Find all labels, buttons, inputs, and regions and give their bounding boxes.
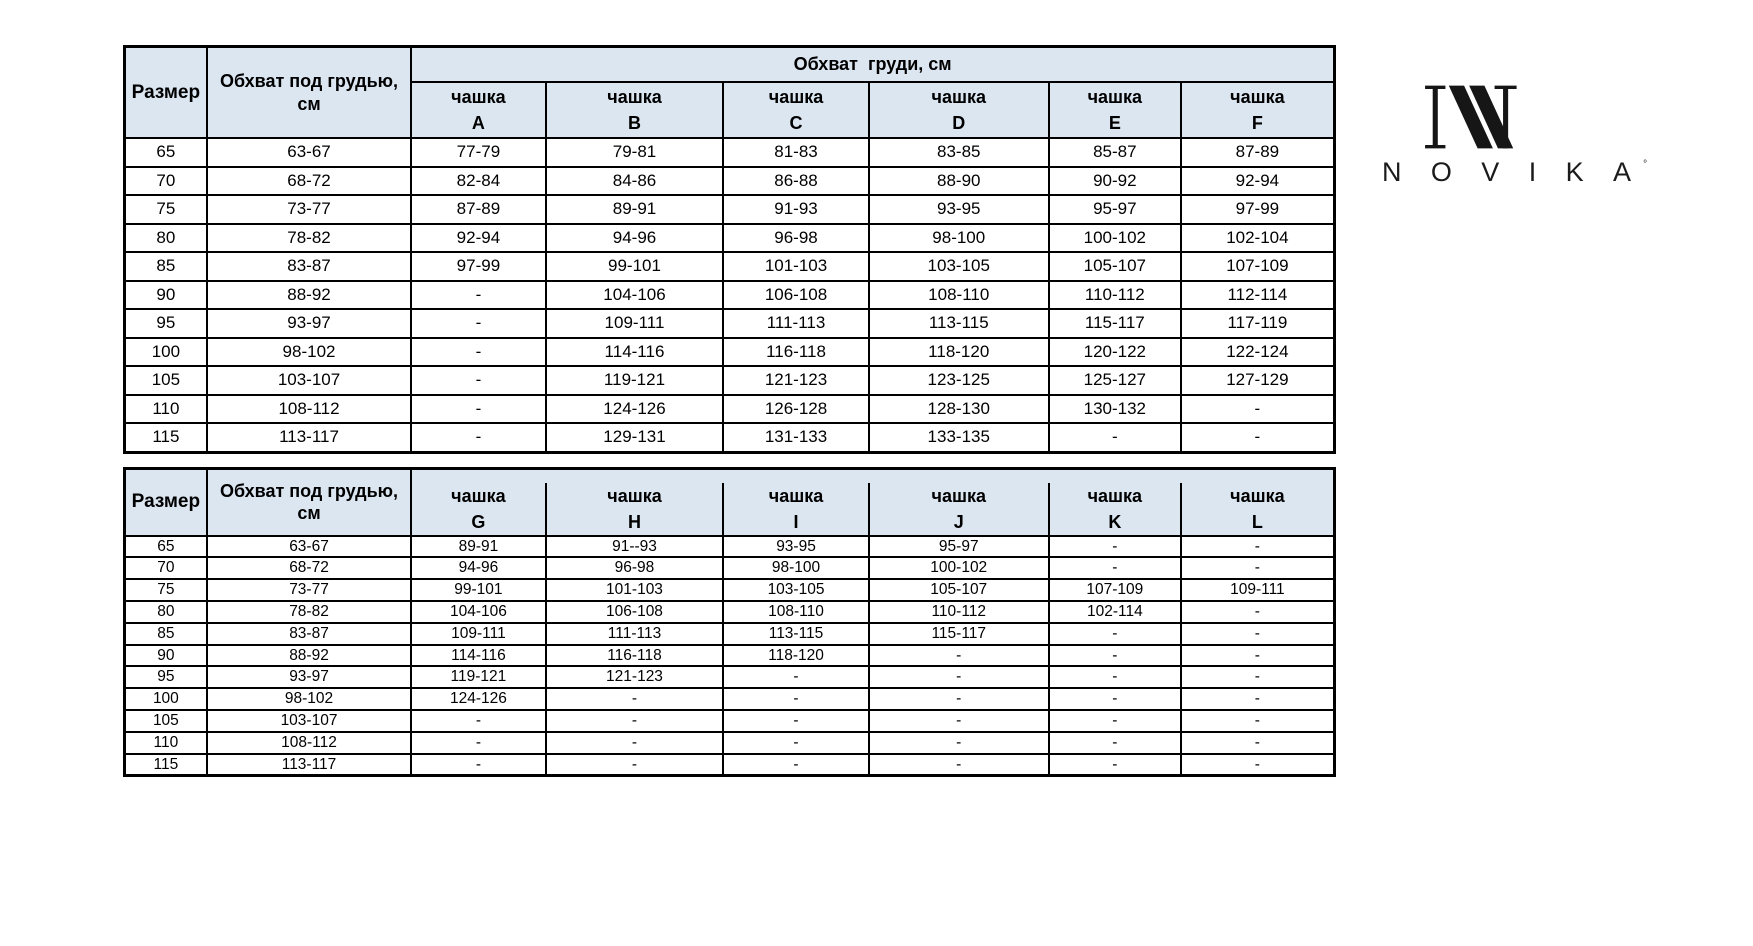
size-column-header: Размер xyxy=(125,47,207,139)
underbust-column-header: Обхват под грудью, см xyxy=(207,47,412,139)
cup-value-cell: 126-128 xyxy=(723,395,868,424)
cup-value-cell: - xyxy=(411,395,545,424)
cup-value-cell: 107-109 xyxy=(1181,252,1335,281)
size-chart-page xyxy=(0,45,1753,946)
table-row xyxy=(125,195,1335,224)
size-cell: 115 xyxy=(125,423,207,452)
cup-value-cell: - xyxy=(1181,395,1335,424)
cup-value-cell: 87-89 xyxy=(1181,138,1335,167)
size-cell: 80 xyxy=(125,224,207,253)
size-cell: 90 xyxy=(125,645,207,667)
cup-value-cell: 82-84 xyxy=(411,167,545,196)
table2-body xyxy=(125,536,1335,776)
cup-value-cell: 87-89 xyxy=(411,195,545,224)
underbust-cell: 93-97 xyxy=(207,309,412,338)
cup-value-cell: - xyxy=(546,754,724,776)
cup-value-cell: 128-130 xyxy=(869,395,1049,424)
cup-value-cell: - xyxy=(869,754,1049,776)
cup-value-cell: 96-98 xyxy=(723,224,868,253)
table1-body xyxy=(125,138,1335,452)
cup-value-cell: - xyxy=(1181,666,1335,688)
cup-value-cell: 116-118 xyxy=(546,645,724,667)
cup-value-cell: - xyxy=(1181,688,1335,710)
cup-value-cell: 98-100 xyxy=(869,224,1049,253)
cup-value-cell: 88-90 xyxy=(869,167,1049,196)
size-cell: 85 xyxy=(125,252,207,281)
cup-value-cell: 105-107 xyxy=(1049,252,1181,281)
size-table-cups-a-f xyxy=(123,45,1336,454)
cup-value-cell: - xyxy=(1181,710,1335,732)
size-cell: 115 xyxy=(125,754,207,776)
cup-value-cell: 97-99 xyxy=(411,252,545,281)
cup-header-j: чашка J xyxy=(869,483,1049,536)
table-row xyxy=(125,666,1335,688)
cup-value-cell: 133-135 xyxy=(869,423,1049,452)
cup-value-cell: 117-119 xyxy=(1181,309,1335,338)
cup-value-cell: - xyxy=(869,666,1049,688)
cup-value-cell: - xyxy=(546,688,724,710)
cup-value-cell: 83-85 xyxy=(869,138,1049,167)
underbust-cell: 93-97 xyxy=(207,666,412,688)
cup-value-cell: 113-115 xyxy=(723,623,868,645)
cup-header-i: чашка I xyxy=(723,483,868,536)
cup-value-cell: - xyxy=(1181,645,1335,667)
underbust-cell: 83-87 xyxy=(207,623,412,645)
cup-header-h: чашка H xyxy=(546,483,724,536)
cup-value-cell: 99-101 xyxy=(546,252,724,281)
cup-value-cell: - xyxy=(1049,623,1181,645)
table-row xyxy=(125,536,1335,558)
cup-header-c: чашка C xyxy=(723,82,868,138)
brand-letters: N O V I K A xyxy=(1382,157,1644,187)
cup-value-cell: 104-106 xyxy=(411,601,545,623)
cup-value-cell: - xyxy=(411,423,545,452)
cup-value-cell: 101-103 xyxy=(723,252,868,281)
table-row xyxy=(125,710,1335,732)
size-cell: 95 xyxy=(125,309,207,338)
cup-value-cell: 77-79 xyxy=(411,138,545,167)
table-row xyxy=(125,309,1335,338)
cup-value-cell: - xyxy=(1049,536,1181,558)
cup-value-cell: 124-126 xyxy=(411,688,545,710)
cup-value-cell: - xyxy=(723,732,868,754)
cup-value-cell: 109-111 xyxy=(1181,579,1335,601)
cup-value-cell: 90-92 xyxy=(1049,167,1181,196)
cup-value-cell: 106-108 xyxy=(723,281,868,310)
underbust-cell: 68-72 xyxy=(207,557,412,579)
cup-value-cell: - xyxy=(1049,423,1181,452)
size-cell: 105 xyxy=(125,366,207,395)
cup-value-cell: 101-103 xyxy=(546,579,724,601)
cup-value-cell: - xyxy=(1181,732,1335,754)
cup-value-cell: 109-111 xyxy=(411,623,545,645)
underbust-cell: 88-92 xyxy=(207,645,412,667)
cup-value-cell: - xyxy=(546,732,724,754)
size-cell: 85 xyxy=(125,623,207,645)
brand-wordmark xyxy=(1382,157,1648,188)
cup-value-cell: - xyxy=(411,309,545,338)
cup-value-cell: - xyxy=(1049,732,1181,754)
underbust-cell: 78-82 xyxy=(207,224,412,253)
cup-header-b: чашка B xyxy=(546,82,724,138)
cup-value-cell: - xyxy=(1049,557,1181,579)
cup-value-cell: 93-95 xyxy=(723,536,868,558)
size-cell: 80 xyxy=(125,601,207,623)
table1-header xyxy=(125,47,1335,139)
size-table-cups-g-l xyxy=(123,467,1336,778)
cup-value-cell: 96-98 xyxy=(546,557,724,579)
cup-value-cell: - xyxy=(411,366,545,395)
table-row xyxy=(125,395,1335,424)
bust-group-header: Обхват груди, см xyxy=(411,47,1334,83)
cup-header-l: чашка L xyxy=(1181,483,1335,536)
cup-value-cell: 109-111 xyxy=(546,309,724,338)
underbust-cell: 83-87 xyxy=(207,252,412,281)
underbust-cell: 98-102 xyxy=(207,688,412,710)
cup-value-cell: 107-109 xyxy=(1049,579,1181,601)
cup-value-cell: 119-121 xyxy=(546,366,724,395)
cup-value-cell: 92-94 xyxy=(1181,167,1335,196)
table-row xyxy=(125,601,1335,623)
cup-value-cell: 104-106 xyxy=(546,281,724,310)
cup-value-cell: 114-116 xyxy=(546,338,724,367)
table2-header xyxy=(125,468,1335,536)
cup-value-cell: 102-104 xyxy=(1181,224,1335,253)
cup-value-cell: 115-117 xyxy=(869,623,1049,645)
size-cell: 110 xyxy=(125,395,207,424)
cup-value-cell: 110-112 xyxy=(869,601,1049,623)
cup-value-cell: 89-91 xyxy=(411,536,545,558)
cup-value-cell: 124-126 xyxy=(546,395,724,424)
cup-value-cell: 93-95 xyxy=(869,195,1049,224)
cup-value-cell: 92-94 xyxy=(411,224,545,253)
cup-value-cell: 125-127 xyxy=(1049,366,1181,395)
cup-value-cell: 121-123 xyxy=(723,366,868,395)
size-cell: 75 xyxy=(125,195,207,224)
cup-value-cell: 97-99 xyxy=(1181,195,1335,224)
table-row xyxy=(125,754,1335,776)
cup-value-cell: - xyxy=(869,688,1049,710)
cup-value-cell: - xyxy=(723,754,868,776)
table-row xyxy=(125,224,1335,253)
table-row xyxy=(125,645,1335,667)
table-row xyxy=(125,366,1335,395)
underbust-cell: 73-77 xyxy=(207,195,412,224)
cup-value-cell: 100-102 xyxy=(869,557,1049,579)
cup-value-cell: - xyxy=(411,338,545,367)
cup-value-cell: 130-132 xyxy=(1049,395,1181,424)
cup-value-cell: 112-114 xyxy=(1181,281,1335,310)
cup-header-f: чашка F xyxy=(1181,82,1335,138)
cup-value-cell: - xyxy=(411,754,545,776)
size-cell: 70 xyxy=(125,557,207,579)
cup-value-cell: 120-122 xyxy=(1049,338,1181,367)
underbust-cell: 68-72 xyxy=(207,167,412,196)
cup-value-cell: 105-107 xyxy=(869,579,1049,601)
table-row xyxy=(125,281,1335,310)
brand-logo xyxy=(1372,85,1648,188)
underbust-cell: 103-107 xyxy=(207,710,412,732)
underbust-cell: 113-117 xyxy=(207,754,412,776)
size-column-header: Размер xyxy=(125,468,207,536)
underbust-cell: 63-67 xyxy=(207,536,412,558)
table-row xyxy=(125,138,1335,167)
novika-monogram-icon xyxy=(1420,85,1520,149)
cup-header-d: чашка D xyxy=(869,82,1049,138)
cup-value-cell: 94-96 xyxy=(546,224,724,253)
cup-value-cell: 91-93 xyxy=(723,195,868,224)
cup-value-cell: - xyxy=(1049,754,1181,776)
table-row xyxy=(125,252,1335,281)
cup-value-cell: 91--93 xyxy=(546,536,724,558)
cup-value-cell: 102-114 xyxy=(1049,601,1181,623)
cup-value-cell: 118-120 xyxy=(723,645,868,667)
cup-value-cell: - xyxy=(1181,536,1335,558)
cup-value-cell: - xyxy=(1049,645,1181,667)
cup-header-a: чашка A xyxy=(411,82,545,138)
cup-value-cell: 108-110 xyxy=(869,281,1049,310)
size-cell: 105 xyxy=(125,710,207,732)
cup-value-cell: 123-125 xyxy=(869,366,1049,395)
underbust-cell: 98-102 xyxy=(207,338,412,367)
cup-value-cell: 108-110 xyxy=(723,601,868,623)
cup-value-cell: - xyxy=(723,710,868,732)
cup-value-cell: 103-105 xyxy=(869,252,1049,281)
table-row xyxy=(125,579,1335,601)
cup-value-cell: 103-105 xyxy=(723,579,868,601)
size-cell: 70 xyxy=(125,167,207,196)
cup-value-cell: - xyxy=(411,281,545,310)
cup-value-cell: - xyxy=(1181,423,1335,452)
table-row xyxy=(125,688,1335,710)
underbust-cell: 88-92 xyxy=(207,281,412,310)
cup-value-cell: - xyxy=(1181,557,1335,579)
cup-value-cell: 86-88 xyxy=(723,167,868,196)
underbust-cell: 103-107 xyxy=(207,366,412,395)
size-cell: 65 xyxy=(125,138,207,167)
cup-value-cell: 127-129 xyxy=(1181,366,1335,395)
cup-value-cell: 100-102 xyxy=(1049,224,1181,253)
cup-value-cell: 85-87 xyxy=(1049,138,1181,167)
cup-value-cell: 94-96 xyxy=(411,557,545,579)
size-cell: 95 xyxy=(125,666,207,688)
cup-value-cell: 131-133 xyxy=(723,423,868,452)
cup-value-cell: 129-131 xyxy=(546,423,724,452)
cup-value-cell: 95-97 xyxy=(1049,195,1181,224)
cup-value-cell: 99-101 xyxy=(411,579,545,601)
cup-value-cell: 116-118 xyxy=(723,338,868,367)
size-cell: 90 xyxy=(125,281,207,310)
cup-value-cell: - xyxy=(869,732,1049,754)
cup-header-g: чашка G xyxy=(411,483,545,536)
cup-header-k: чашка K xyxy=(1049,483,1181,536)
underbust-cell: 108-112 xyxy=(207,732,412,754)
size-cell: 110 xyxy=(125,732,207,754)
cup-value-cell: 113-115 xyxy=(869,309,1049,338)
table-row xyxy=(125,423,1335,452)
cup-value-cell: - xyxy=(1049,688,1181,710)
cup-value-cell: 95-97 xyxy=(869,536,1049,558)
cup-value-cell: - xyxy=(1181,754,1335,776)
cup-value-cell: - xyxy=(1181,601,1335,623)
cup-value-cell: 81-83 xyxy=(723,138,868,167)
cup-value-cell: 119-121 xyxy=(411,666,545,688)
size-cell: 75 xyxy=(125,579,207,601)
table-row xyxy=(125,732,1335,754)
cup-value-cell: - xyxy=(723,666,868,688)
cup-value-cell: 111-113 xyxy=(723,309,868,338)
cup-value-cell: 118-120 xyxy=(869,338,1049,367)
size-cell: 100 xyxy=(125,338,207,367)
table-row xyxy=(125,338,1335,367)
cup-value-cell: - xyxy=(1049,666,1181,688)
underbust-cell: 63-67 xyxy=(207,138,412,167)
cup-value-cell: 111-113 xyxy=(546,623,724,645)
table-row xyxy=(125,623,1335,645)
table-row xyxy=(125,557,1335,579)
size-cell: 65 xyxy=(125,536,207,558)
cup-value-cell: 122-124 xyxy=(1181,338,1335,367)
cup-value-cell: - xyxy=(546,710,724,732)
bust-group-header xyxy=(411,468,1334,483)
cup-value-cell: - xyxy=(1049,710,1181,732)
cup-value-cell: 114-116 xyxy=(411,645,545,667)
cup-value-cell: - xyxy=(869,710,1049,732)
cup-header-e: чашка E xyxy=(1049,82,1181,138)
cup-value-cell: - xyxy=(411,732,545,754)
cup-value-cell: 106-108 xyxy=(546,601,724,623)
underbust-cell: 113-117 xyxy=(207,423,412,452)
cup-value-cell: 110-112 xyxy=(1049,281,1181,310)
registered-mark: ° xyxy=(1643,159,1648,170)
cup-value-cell: - xyxy=(869,645,1049,667)
cup-value-cell: - xyxy=(723,688,868,710)
cup-value-cell: 79-81 xyxy=(546,138,724,167)
size-cell: 100 xyxy=(125,688,207,710)
underbust-cell: 108-112 xyxy=(207,395,412,424)
cup-value-cell: - xyxy=(1181,623,1335,645)
cup-value-cell: - xyxy=(411,710,545,732)
cup-value-cell: 89-91 xyxy=(546,195,724,224)
underbust-column-header: Обхват под грудью, см xyxy=(207,468,412,536)
cup-value-cell: 98-100 xyxy=(723,557,868,579)
cup-value-cell: 84-86 xyxy=(546,167,724,196)
underbust-cell: 73-77 xyxy=(207,579,412,601)
underbust-cell: 78-82 xyxy=(207,601,412,623)
table-row xyxy=(125,167,1335,196)
cup-value-cell: 115-117 xyxy=(1049,309,1181,338)
cup-value-cell: 121-123 xyxy=(546,666,724,688)
